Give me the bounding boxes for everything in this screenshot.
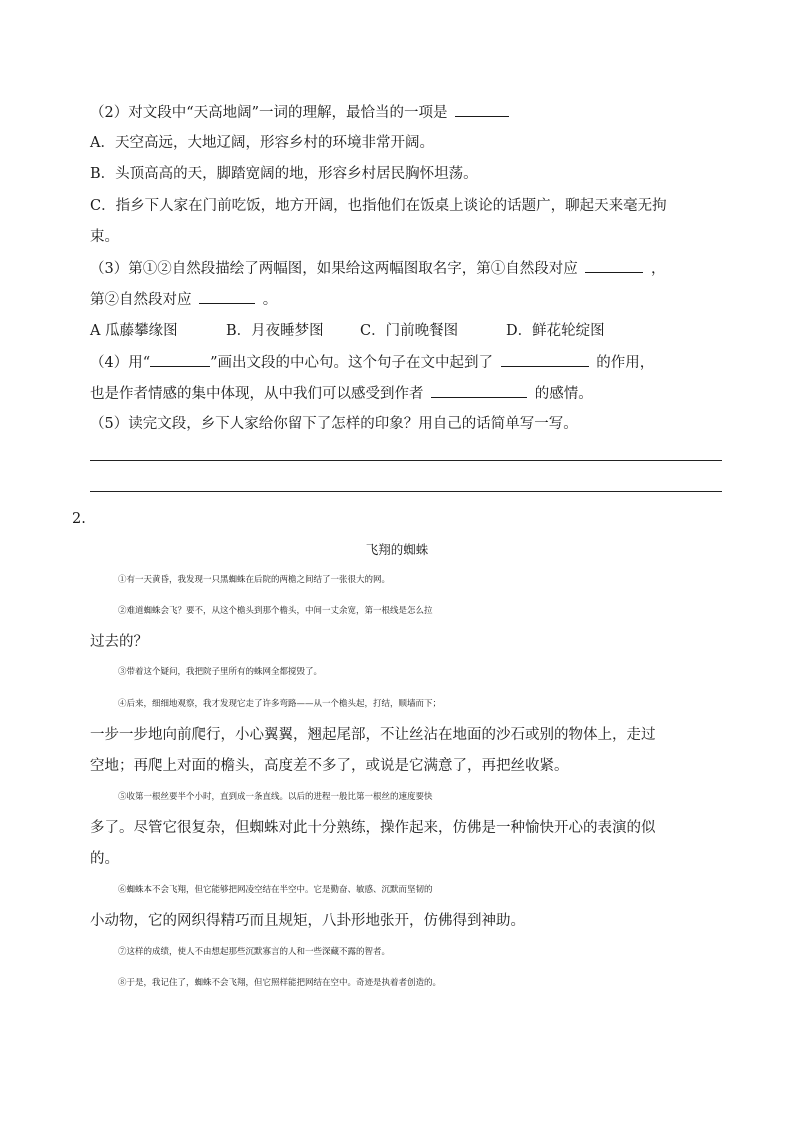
option-a: A 瓜藤攀缘图	[90, 323, 178, 339]
q-sub3-options	[90, 321, 730, 341]
answer-blank[interactable]	[501, 352, 589, 367]
question-number: 2.	[72, 511, 86, 527]
q-sub4-line2	[90, 383, 730, 404]
q-sub3-text-d: 。	[262, 292, 278, 308]
q-sub4-line1	[90, 352, 730, 373]
passage-title: 飞翔的蜘蛛	[365, 542, 429, 557]
q-sub2-stem: （2）对文段中“天高地阔”一词的理解，最恰当的一项是	[90, 105, 448, 121]
q-sub4-text-a: （4）用“	[90, 355, 151, 371]
q-sub3-text-b: ，	[650, 261, 666, 277]
option-d: D．鲜花轮绽图	[506, 323, 605, 339]
passage-paragraph: ⑤收第一根丝要半个小时，直到成一条直线。以后的进程一般比第一根丝的速度要快	[118, 792, 433, 802]
passage-paragraph: ⑦这样的成绩，使人不由想起那些沉默寡言的人和一些深藏不露的智者。	[118, 947, 391, 957]
q-sub5-stem: （5）读完文段，乡下人家给你留下了怎样的印象？用自己的话简单写一写。	[90, 416, 578, 432]
passage-paragraph-cont: 过去的？	[90, 634, 148, 650]
q-sub3-line2	[90, 289, 730, 310]
q-sub3-line1	[90, 258, 730, 279]
passage-paragraph: ⑧于是，我记住了，蜘蛛不会飞翔，但它照样能把网结在空中。奇迹是执着者创造的。	[118, 978, 442, 988]
passage-paragraph-cont: 多了。尽管它很复杂，但蜘蛛对此十分熟练，操作起来，仿佛是一种愉快开心的表演的似	[90, 820, 656, 836]
q-sub2-option-c-cont: 束。	[90, 229, 119, 245]
answer-blank[interactable]	[431, 383, 527, 398]
passage-paragraph: ②难道蜘蛛会飞？要不，从这个檐头到那个檐头，中间一丈余宽，第一根线是怎么拉	[118, 606, 433, 616]
passage-paragraph-cont: 的。	[90, 851, 119, 867]
option-c: C．门前晚餐图	[360, 323, 459, 339]
q-sub4-text-c: 的作用，	[596, 355, 655, 371]
q-sub3-text-a: （3）第①②自然段描绘了两幅图，如果给这两幅图取名字，第①自然段对应	[90, 261, 578, 277]
q-sub2-option-b: B．头顶高高的天，脚踏宽阔的地，形容乡村居民胸怀坦荡。	[90, 166, 478, 182]
answer-blank[interactable]	[455, 102, 509, 117]
answer-blank[interactable]	[199, 289, 255, 304]
answer-line[interactable]	[90, 491, 722, 492]
answer-blank[interactable]	[585, 258, 643, 273]
answer-line[interactable]	[90, 460, 722, 461]
q-sub2-stem-line	[90, 102, 730, 123]
q-sub2-option-c: C．指乡下人家在门前吃饭，地方开阔，也指他们在饭桌上谈论的话题广，聊起天来毫无拘	[90, 198, 667, 214]
passage-paragraph: ⑥蜘蛛本不会飞翔，但它能够把网凌空结在半空中。它是勤奋、敏感、沉默而坚韧的	[118, 885, 433, 895]
q-sub2-option-a: A．天空高远，大地辽阔，形容乡村的环境非常开阔。	[90, 135, 434, 151]
passage-paragraph-cont: 空地；再爬上对面的檐头，高度差不多了，或说是它满意了，再把丝收紧。	[90, 758, 569, 774]
q-sub4-text-e: 的感情。	[534, 386, 593, 402]
q-sub4-text-b: ”画出文段的中心句。这个句子在文中起到了	[210, 355, 494, 371]
option-b: B．月夜睡梦图	[226, 323, 324, 339]
q-sub3-text-c: 第②自然段对应	[90, 292, 192, 308]
passage-paragraph: ④后来，细细地观察，我才发现它走了许多弯路——从一个檐头起，打结，顺墙而下；	[118, 699, 442, 709]
q-sub4-text-d: 也是作者情感的集中体现，从中我们可以感受到作者	[90, 386, 424, 402]
answer-blank[interactable]	[150, 352, 210, 367]
passage-paragraph: ③带着这个疑问，我把院子里所有的蛛网全都搅毁了。	[118, 667, 323, 677]
passage-paragraph-cont: 小动物，它的网织得精巧而且规矩，八卦形地张开，仿佛得到神助。	[90, 913, 525, 929]
passage-paragraph-cont: 一步一步地向前爬行，小心翼翼，翘起尾部，不让丝沾在地面的沙石或别的物体上，走过	[90, 727, 656, 743]
passage-paragraph: ①有一天黄昏，我发现一只黑蜘蛛在后院的两檐之间结了一张很大的网。	[118, 575, 391, 585]
